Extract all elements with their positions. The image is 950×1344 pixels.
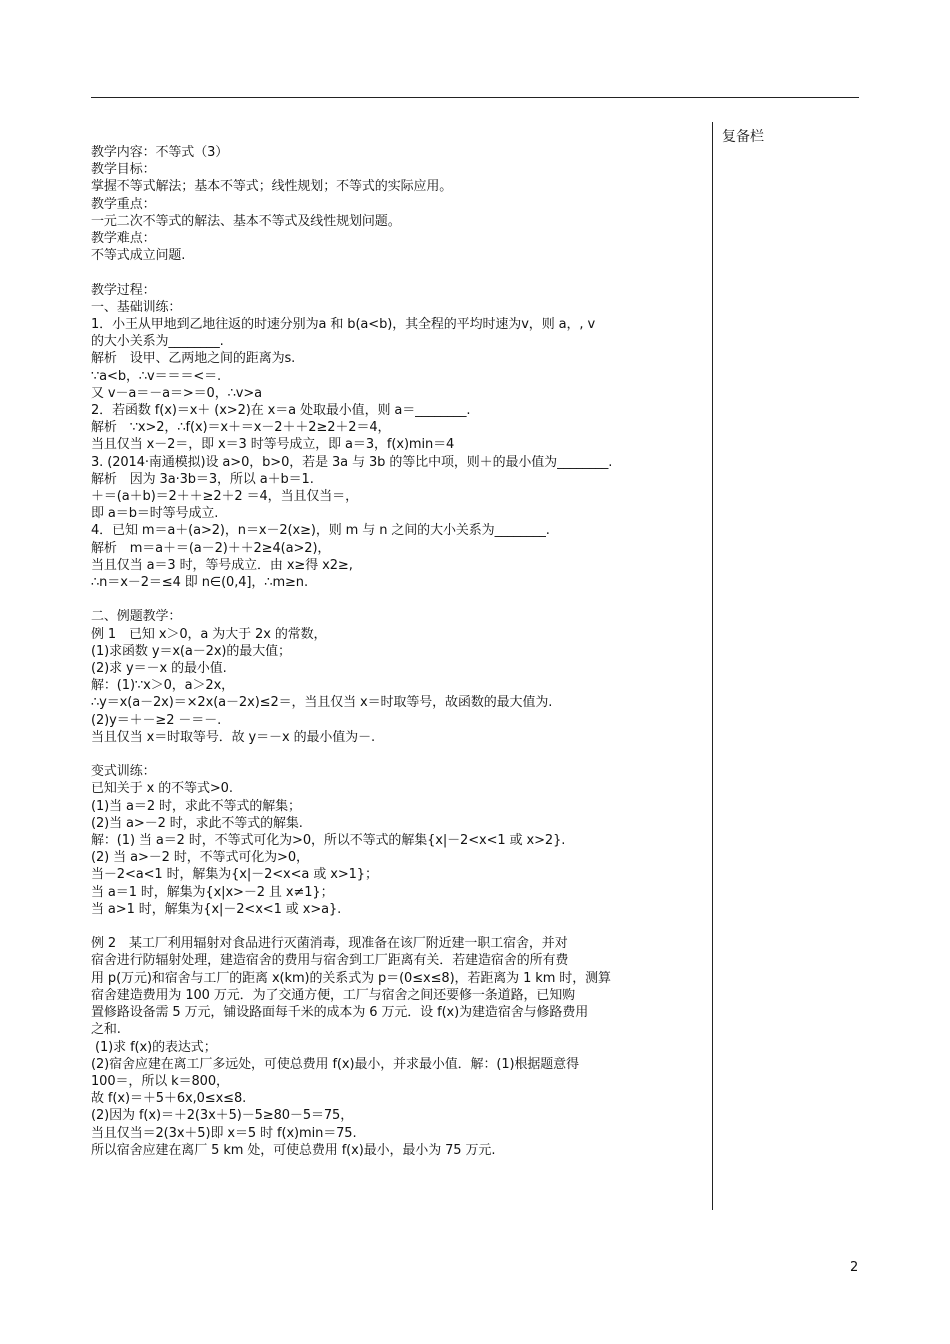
text-line: 教学重点：: [91, 196, 156, 212]
text-line: 4．已知 m＝a＋(a>2)，n＝x－2(x≥)，则 m 与 n 之间的大小关系为________.: [91, 523, 550, 539]
text-line: (2)求 y＝－x 的最小值.: [91, 661, 227, 677]
text-line: 解：(1)∵x＞0，a＞2x，: [91, 678, 235, 694]
text-line: 宿舍建造费用为 100 万元．为了交通方便，工厂与宿舍之间还要修一条道路，已知购: [91, 987, 576, 1003]
text-line: [91, 918, 707, 935]
text-line: 当－2<a<1 时，解集为{x|－2<x<a 或 x>1}；: [91, 867, 378, 883]
text-line: 教学过程：: [91, 282, 156, 298]
lesson-plan-body: [91, 144, 707, 1159]
text-line: 故 f(x)＝＋5＋6x,0≤x≤8.: [91, 1091, 247, 1107]
text-line: 解析 m＝a＋＝(a－2)＋＋2≥4(a>2)，: [91, 540, 331, 556]
text-line: 当且仅当＝2(3x＋5)即 x＝5 时 f(x)min＝75.: [91, 1125, 357, 1141]
text-line: [91, 746, 707, 763]
text-line: 宿舍进行防辐射处理，建造宿舍的费用与宿舍到工厂距离有关．若建造宿舍的所有费: [91, 953, 569, 969]
text-line: 2．若函数 f(x)＝x＋ (x>2)在 x＝a 处取最小值，则 a＝________.: [91, 403, 471, 419]
side-column-divider: [712, 122, 713, 1210]
text-line: (1)求 f(x)的表达式；: [91, 1039, 217, 1055]
text-line: 变式训练：: [91, 764, 156, 780]
text-line: (2)当 a>－2 时，求此不等式的解集.: [91, 815, 303, 831]
text-line: 一、基础训练：: [91, 299, 182, 315]
text-line: (2) 当 a>－2 时，不等式可化为>0，: [91, 850, 309, 866]
text-line: 之和.: [91, 1022, 121, 1038]
text-line: 所以宿舍应建在离厂 5 km 处，可使总费用 f(x)最小，最小为 75 万元.: [91, 1142, 496, 1158]
text-line: (2)y＝＋－≥2 －＝－.: [91, 712, 222, 728]
text-line: 例 1 已知 x＞0，a 为大于 2x 的常数，: [91, 626, 327, 642]
text-line: 当且仅当 x＝时取等号．故 y＝－x 的最小值为－.: [91, 729, 376, 745]
text-line: (1)求函数 y＝x(a－2x)的最大值；: [91, 643, 291, 659]
text-line: ∴y＝x(a－2x)＝×2x(a－2x)≤2＝，当且仅当 x＝时取等号，故函数的最大值为.: [91, 695, 553, 711]
text-line: 教学内容：不等式（3）: [91, 145, 229, 160]
text-line: (1)当 a＝2 时，求此不等式的解集；: [91, 798, 301, 814]
text-line: 解：(1) 当 a＝2 时，不等式可化为>0，所以不等式的解集{x|－2<x<1 或 x>2}.: [91, 833, 566, 849]
text-line: 解析 设甲、乙两地之间的距离为s.: [91, 351, 296, 367]
text-line: 当 a＝1 时，解集为{x|x>－2 且 x≠1}；: [91, 884, 334, 900]
text-line: 解析 因为 3a·3b＝3，所以 a＋b＝1.: [91, 471, 314, 487]
text-line: 一元二次不等式的解法、基本不等式及线性规划问题。: [91, 213, 401, 229]
text-line: 教学目标：: [91, 162, 156, 178]
text-line: 当且仅当 a＝3 时，等号成立．由 x≥得 x2≥,: [91, 557, 353, 573]
text-line: 当 a>1 时，解集为{x|－2<x<1 或 x>a}.: [91, 901, 342, 917]
text-line: 已知关于 x 的不等式>0.: [91, 781, 233, 797]
text-line: 的大小关系为________.: [91, 334, 224, 350]
text-line: 100＝，所以 k＝800，: [91, 1073, 229, 1089]
text-line: 当且仅当 x－2＝，即 x＝3 时等号成立，即 a＝3，f(x)min＝4: [91, 437, 455, 453]
text-line: 掌握不等式解法；基本不等式；线性规划；不等式的实际应用。: [91, 179, 453, 195]
text-line: 即 a＝b＝时等号成立.: [91, 506, 219, 522]
page-number: 2: [850, 1260, 859, 1275]
text-line: 3. (2014·南通模拟)设 a>0，b>0，若是 3a 与 3b 的等比中项，则＋的最小值为________.: [91, 454, 613, 470]
text-line: 置修路设备需 5 万元，铺设路面每千米的成本为 6 万元．设 f(x)为建造宿舍与修路费用: [91, 1005, 589, 1021]
text-line: 1．小王从甲地到乙地往返的时速分别为a 和 b(a<b)，其全程的平均时速为v，则 a，, v: [91, 317, 596, 333]
header-rule: [91, 97, 859, 98]
text-line: 不等式成立问题.: [91, 248, 186, 264]
text-line: (2)因为 f(x)＝＋2(3x＋5)－5≥80－5＝75，: [91, 1108, 354, 1124]
text-line: [91, 591, 707, 608]
text-line: 例 2 某工厂利用辐射对食品进行灭菌消毒，现准备在该厂附近建一职工宿舍，并对: [91, 936, 568, 952]
text-line: 教学难点：: [91, 231, 156, 247]
text-line: 又 v－a＝－a＝>＝0，∴v>a: [91, 385, 263, 401]
text-line: ∵a<b，∴v＝＝＝<＝.: [91, 368, 222, 384]
text-line: [91, 264, 707, 281]
text-line: ∴n＝x－2＝≤4 即 n∈(0,4]，∴m≥n.: [91, 575, 308, 591]
text-line: ＋＝(a＋b)＝2＋＋≥2＋2 ＝4，当且仅当＝，: [91, 489, 358, 505]
text-line: (2)宿舍应建在离工厂多远处，可使总费用 f(x)最小，并求最小值．解：(1)根据题意得: [91, 1056, 579, 1072]
text-line: 二、例题教学：: [91, 609, 182, 625]
side-column-label: 复备栏: [722, 129, 764, 145]
text-line: 解析 ∵x>2，∴f(x)＝x＋＝x－2＋＋2≥2＋2＝4，: [91, 420, 391, 436]
text-line: 用 p(万元)和宿舍与工厂的距离 x(km)的关系式为 p＝(0≤x≤8)，若距离为 1 km 时，测算: [91, 970, 611, 986]
